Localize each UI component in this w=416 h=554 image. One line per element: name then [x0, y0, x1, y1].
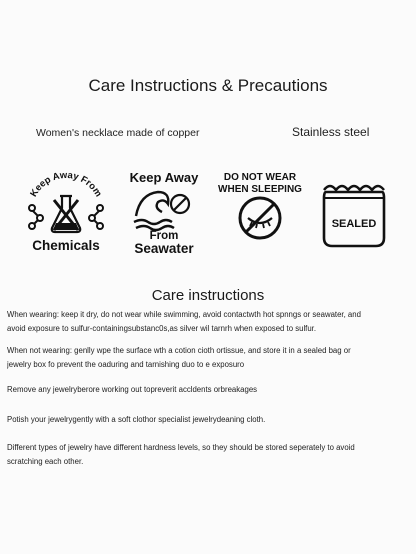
paragraph-storage: Different types of jewelry have different hardness levels, so they should be stored seperately to avoid scratching each other.	[7, 443, 355, 466]
sealed-label: SEALED	[331, 218, 377, 230]
sealed-badge	[312, 168, 408, 258]
sealed-bag-icon	[312, 168, 408, 258]
seawater-middle-text: From	[149, 230, 179, 242]
seawater-bottom-text: Seawater	[134, 241, 194, 256]
paragraph-not-wearing: When not wearing: genlly wpe the surface wth a cotion cioth ortissue, and store it in a sealed bag or jewelry box fo prevent the oaduring and tarnishing duo to e exposuro	[7, 346, 351, 369]
page-title: Care Instructions & Precautions	[88, 76, 328, 95]
sleeping-line1: DO NOT WEAR	[223, 172, 297, 183]
sleep-eye-icon	[214, 168, 310, 258]
seawater-badge	[118, 168, 214, 258]
wave-icon	[118, 168, 214, 258]
paragraph-polish: Potish your jewelrygently with a soft clothor specialist jewelrydeaning cloth.	[7, 415, 266, 424]
subtitle-stainless: Stainless steel	[292, 125, 370, 139]
seawater-top-text: Keep Away	[129, 170, 199, 185]
subtitle-copper: Women's necklace made of copper	[36, 127, 200, 139]
sleeping-badge	[214, 168, 310, 258]
paragraph-remove: Remove any jewelryberore working out topreverit accldents orbreakages	[7, 385, 258, 394]
sleeping-line2: WHEN SLEEPING	[218, 184, 302, 195]
paragraph-wearing: When wearing: keep it dry, do not wear while swimming, avoid contactwth hot spnngs or seawater, and avoid exposure to sulfur-containingsubstanc0s,as silver wil tarnrh when exposed to sulfur.	[7, 310, 361, 333]
chemicals-badge	[18, 168, 114, 258]
chemicals-top-text: Keep Away From	[28, 169, 104, 199]
care-heading: Care instructions	[151, 287, 265, 304]
chemical-molecule-icon	[18, 168, 114, 258]
chemicals-bottom-text: Chemicals	[32, 238, 100, 253]
